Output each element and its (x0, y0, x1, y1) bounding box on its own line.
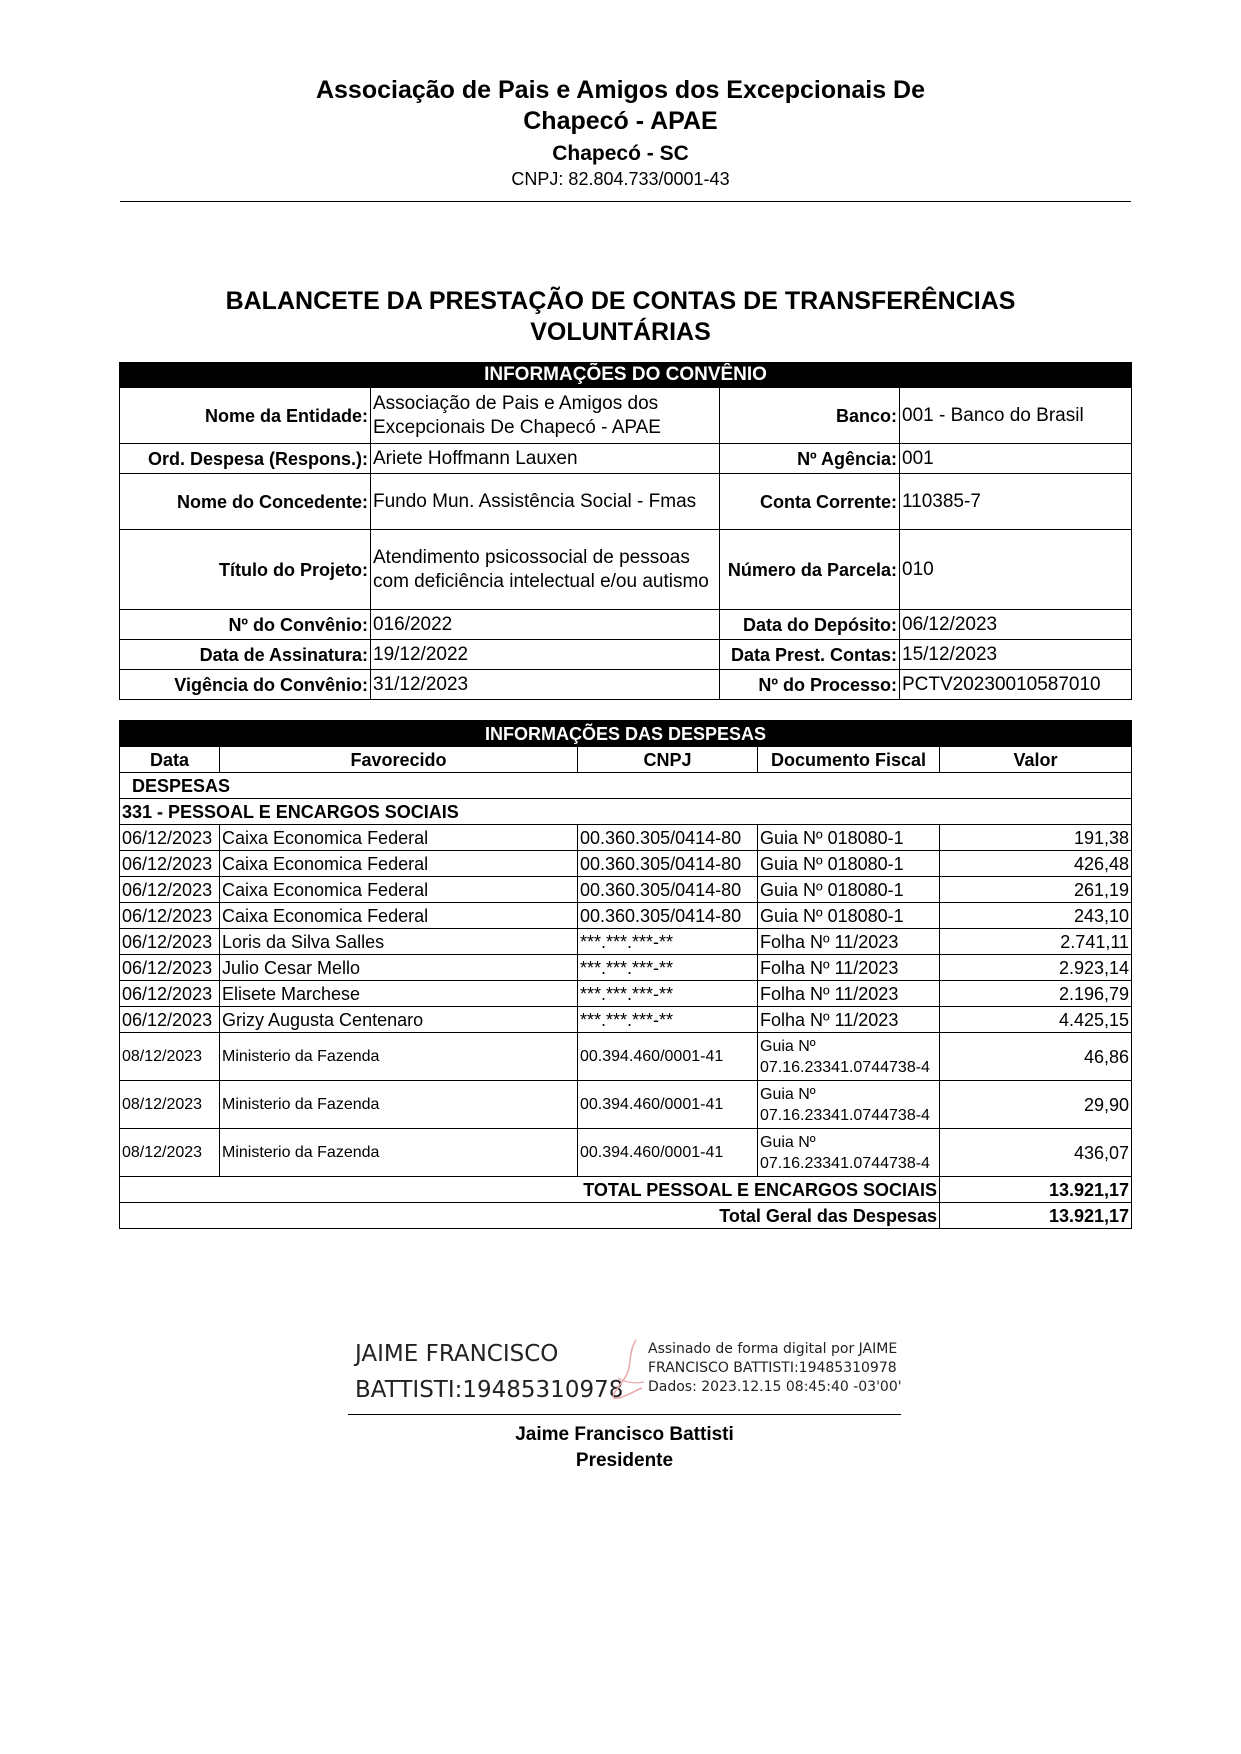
value-numero-parcela: 010 (900, 530, 1132, 610)
org-cnpj: CNPJ: 82.804.733/0001-43 (511, 169, 730, 189)
label-num-convenio: Nº do Convênio: (120, 610, 371, 640)
cell-cnpj: 00.360.305/0414-80 (578, 851, 758, 877)
category-label: 331 - PESSOAL E ENCARGOS SOCIAIS (120, 799, 1132, 825)
cell-documento: Folha Nº 11/2023 (758, 981, 940, 1007)
cell-valor: 2.196,79 (940, 981, 1132, 1007)
cell-data: 08/12/2023 (120, 1129, 220, 1177)
cell-valor: 261,19 (940, 877, 1132, 903)
digital-signature-name (355, 1336, 623, 1408)
value-vigencia: 31/12/2023 (371, 670, 720, 700)
cell-favorecido: Caixa Economica Federal (220, 877, 578, 903)
group-label: DESPESAS (120, 773, 1132, 799)
cell-valor: 426,48 (940, 851, 1132, 877)
value-data-assinatura: 19/12/2022 (371, 640, 720, 670)
cell-cnpj: 00.394.460/0001-41 (578, 1033, 758, 1081)
digital-signature-info (648, 1340, 902, 1397)
signature-name-line1: JAIME FRANCISCO (355, 1341, 559, 1367)
label-banco: Banco: (720, 388, 900, 444)
convenio-table (119, 362, 1132, 700)
cell-documento: Guia Nº 018080-1 (758, 903, 940, 929)
signer-role: Presidente (575, 1450, 674, 1471)
cell-favorecido: Ministerio da Fazenda (220, 1129, 578, 1177)
table-row (120, 1129, 1132, 1177)
total-geral-label: Total Geral das Despesas (120, 1203, 940, 1229)
cell-documento: Folha Nº 11/2023 (758, 1007, 940, 1033)
cell-favorecido: Caixa Economica Federal (220, 903, 578, 929)
label-ord-despesa: Ord. Despesa (Respons.): (120, 444, 371, 474)
col-header-data: Data (120, 747, 220, 773)
value-ord-despesa: Ariete Hoffmann Lauxen (371, 444, 720, 474)
cell-cnpj: 00.360.305/0414-80 (578, 903, 758, 929)
org-name-line2: Chapecó - APAE (523, 107, 718, 135)
table-row (120, 1007, 1132, 1033)
cell-cnpj: 00.394.460/0001-41 (578, 1129, 758, 1177)
value-concedente: Fundo Mun. Assistência Social - Fmas (371, 474, 720, 530)
signature-name-line2: BATTISTI:19485310978 (355, 1377, 624, 1403)
value-num-convenio: 016/2022 (371, 610, 720, 640)
cell-cnpj: ***.***.***-** (578, 955, 758, 981)
cell-data: 08/12/2023 (120, 1081, 220, 1129)
signature-info-line1: Assinado de forma digital por JAIME (648, 1341, 898, 1357)
cell-cnpj: ***.***.***-** (578, 981, 758, 1007)
cell-cnpj: 00.360.305/0414-80 (578, 877, 758, 903)
value-titulo-projeto: Atendimento psicossocial de pessoas com deficiência intelectual e/ou autismo (371, 530, 720, 610)
value-conta-corrente: 110385-7 (900, 474, 1132, 530)
label-concedente: Nome do Concedente: (120, 474, 371, 530)
table-row (120, 1033, 1132, 1081)
cell-favorecido: Grizy Augusta Centenaro (220, 1007, 578, 1033)
org-city: Chapecó - SC (552, 142, 689, 165)
cell-valor: 4.425,15 (940, 1007, 1132, 1033)
cell-data: 06/12/2023 (120, 955, 220, 981)
cell-documento: Folha Nº 11/2023 (758, 929, 940, 955)
despesas-section-title: INFORMAÇÕES DAS DESPESAS (120, 721, 1132, 747)
table-row (120, 981, 1132, 1007)
document-title-line2: VOLUNTÁRIAS (530, 318, 711, 346)
table-row (120, 1081, 1132, 1129)
table-row (120, 877, 1132, 903)
cell-documento: Folha Nº 11/2023 (758, 955, 940, 981)
cell-favorecido: Loris da Silva Salles (220, 929, 578, 955)
signature-info-line3: Dados: 2023.12.15 08:45:40 -03'00' (648, 1379, 902, 1395)
value-banco: 001 - Banco do Brasil (900, 388, 1132, 444)
total-category-value: 13.921,17 (940, 1177, 1132, 1203)
value-num-processo: PCTV20230010587010 (900, 670, 1132, 700)
header-divider (120, 201, 1131, 202)
col-header-favorecido: Favorecido (220, 747, 578, 773)
label-nome-entidade: Nome da Entidade: (120, 388, 371, 444)
cell-data: 06/12/2023 (120, 981, 220, 1007)
cell-data: 08/12/2023 (120, 1033, 220, 1081)
cell-favorecido: Caixa Economica Federal (220, 851, 578, 877)
cell-data: 06/12/2023 (120, 877, 220, 903)
label-titulo-projeto: Título do Projeto: (120, 530, 371, 610)
cell-documento: Guia Nº 07.16.23341.0744738-4 (758, 1081, 940, 1129)
signer-name: Jaime Francisco Battisti (515, 1424, 734, 1445)
cell-cnpj: ***.***.***-** (578, 1007, 758, 1033)
total-geral-value: 13.921,17 (940, 1203, 1132, 1229)
cell-favorecido: Ministerio da Fazenda (220, 1081, 578, 1129)
cell-favorecido: Ministerio da Fazenda (220, 1033, 578, 1081)
signature-info-line2: FRANCISCO BATTISTI:19485310978 (648, 1360, 897, 1376)
col-header-documento: Documento Fiscal (758, 747, 940, 773)
cell-favorecido: Elisete Marchese (220, 981, 578, 1007)
table-row (120, 825, 1132, 851)
table-row (120, 851, 1132, 877)
signature-line (348, 1414, 901, 1415)
cell-valor: 2.741,11 (940, 929, 1132, 955)
cell-valor: 191,38 (940, 825, 1132, 851)
cell-documento: Guia Nº 07.16.23341.0744738-4 (758, 1033, 940, 1081)
cell-documento: Guia Nº 018080-1 (758, 877, 940, 903)
cell-documento: Guia Nº 018080-1 (758, 825, 940, 851)
table-row (120, 955, 1132, 981)
label-data-prest-contas: Data Prest. Contas: (720, 640, 900, 670)
cell-cnpj: 00.394.460/0001-41 (578, 1081, 758, 1129)
value-data-deposito: 06/12/2023 (900, 610, 1132, 640)
cell-valor: 29,90 (940, 1081, 1132, 1129)
label-data-assinatura: Data de Assinatura: (120, 640, 371, 670)
label-num-processo: Nº do Processo: (720, 670, 900, 700)
cell-data: 06/12/2023 (120, 929, 220, 955)
cell-favorecido: Julio Cesar Mello (220, 955, 578, 981)
label-vigencia: Vigência do Convênio: (120, 670, 371, 700)
cell-valor: 2.923,14 (940, 955, 1132, 981)
cell-data: 06/12/2023 (120, 851, 220, 877)
label-agencia: Nº Agência: (720, 444, 900, 474)
label-conta-corrente: Conta Corrente: (720, 474, 900, 530)
cell-data: 06/12/2023 (120, 825, 220, 851)
cell-favorecido: Caixa Economica Federal (220, 825, 578, 851)
cell-documento: Guia Nº 018080-1 (758, 851, 940, 877)
col-header-valor: Valor (940, 747, 1132, 773)
cell-data: 06/12/2023 (120, 903, 220, 929)
cell-cnpj: ***.***.***-** (578, 929, 758, 955)
signature-mark-icon (606, 1338, 646, 1402)
org-name-line1: Associação de Pais e Amigos dos Excepcionais De (315, 76, 926, 104)
value-data-prest-contas: 15/12/2023 (900, 640, 1132, 670)
value-nome-entidade: Associação de Pais e Amigos dos Excepcionais De Chapecó - APAE (371, 388, 720, 444)
label-numero-parcela: Número da Parcela: (720, 530, 900, 610)
table-row (120, 929, 1132, 955)
table-row (120, 903, 1132, 929)
convenio-section-title: INFORMAÇÕES DO CONVÊNIO (120, 363, 1132, 388)
cell-documento: Guia Nº 07.16.23341.0744738-4 (758, 1129, 940, 1177)
cell-valor: 436,07 (940, 1129, 1132, 1177)
cell-valor: 243,10 (940, 903, 1132, 929)
document-title-line1: BALANCETE DA PRESTAÇÃO DE CONTAS DE TRANSFERÊNCIAS (225, 287, 1016, 315)
total-category-label: TOTAL PESSOAL E ENCARGOS SOCIAIS (120, 1177, 940, 1203)
label-data-deposito: Data do Depósito: (720, 610, 900, 640)
cell-cnpj: 00.360.305/0414-80 (578, 825, 758, 851)
value-agencia: 001 (900, 444, 1132, 474)
col-header-cnpj: CNPJ (578, 747, 758, 773)
despesas-table (119, 720, 1132, 1229)
cell-valor: 46,86 (940, 1033, 1132, 1081)
cell-data: 06/12/2023 (120, 1007, 220, 1033)
